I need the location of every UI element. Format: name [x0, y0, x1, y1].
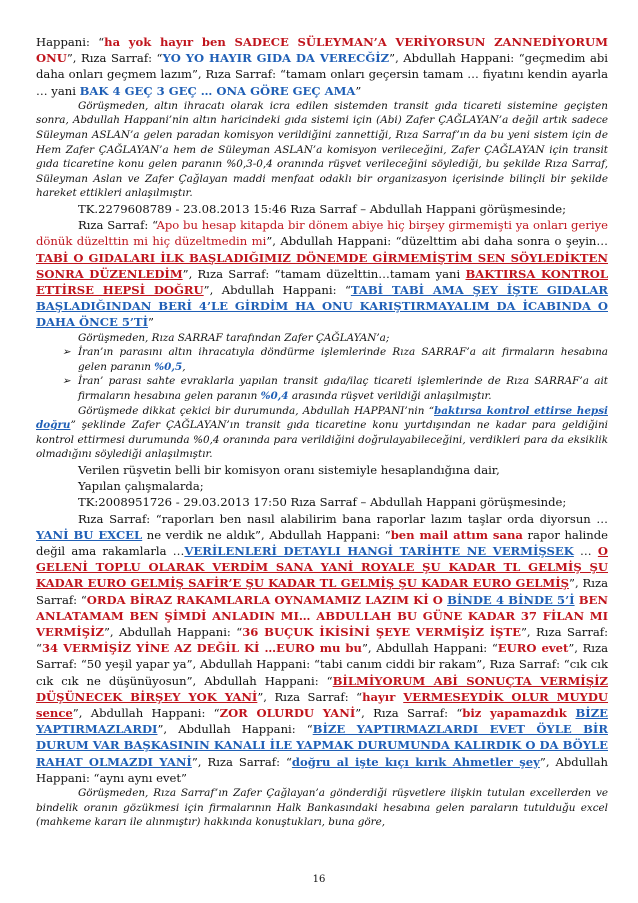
highlighted-quote: TABİ O GIDALARI İLK BAŞLADIĞIMIZ DÖNEMDE GİRMEMİŞTİM SEN SÖYLEDİKTEN SONRA DÜZENLEDİM [36, 250, 608, 281]
bullet-arrow-icon: ➢ [62, 346, 71, 359]
text-run: İran’ parası sahte evraklarla yapılan transit gıda/ilaç ticareti işlemlerinde de Rıza SARRAF’a ait firmaların hesabına gelen paranın [78, 375, 608, 402]
body-line-1: Verilen rüşvetin belli bir komisyon oranı sistemiyle hesaplandığına dair, [78, 462, 500, 477]
highlighted-quote: EURO evet [497, 641, 569, 656]
highlighted-quote: biz yapamazdık [462, 705, 576, 720]
highlighted-quote: ORDA BİRAZ RAKAMLARLA OYNAMAMIZ LAZIM Kİ O [86, 592, 448, 607]
analysis-intro: Görüşmeden, Rıza SARRAF tarafından Zafer ÇAĞLAYAN’a; [78, 331, 390, 344]
highlighted-quote: BAK 4 GEÇ 3 GEÇ … ONA GÖRE GEÇ AMA [79, 83, 356, 98]
bullet-text-2 [78, 375, 608, 402]
text-run: ”, Rıza Sarraf: “ [257, 689, 363, 704]
highlighted-quote: ben mail attım sana [390, 527, 523, 542]
bullet-text-1 [78, 346, 608, 373]
text-run: ”, Abdullah Happani: “ [203, 282, 351, 297]
text-run: ”, Rıza Sarraf: “tamam düzelttin…tamam yani [182, 266, 466, 281]
call-record-heading-1: TK.2279608789 - 23.08.2013 15:46 Rıza Sarraf – Abdullah Happani görüşmesinde; [78, 201, 567, 216]
highlighted-quote: doğru al işte kıçı kırık Ahmetler şey [291, 754, 540, 769]
body-line-2: Yapılan çalışmalarda; [78, 479, 204, 494]
highlighted-quote: Apo bu hesap kitapda bir dönem abiye hiç birşey girmemişti ya onları geriye dönük düzelttin mi hiç düzeltmedin mi [36, 218, 608, 249]
highlighted-quote: O GELENİ TOPLU OLARAK VERDİM SANA YANİ ROYALE ŞU KADAR TL GELMİŞ ŞU KADAR EURO GELMİŞ SAFİR’E ŞU KADAR TL GELMİŞ ŞU KADAR EURO GELMİŞ [36, 543, 608, 591]
text-run: İran’ın parasını altın ihracatıyla döndürme işlemlerinde Rıza SARRAF’a ait firmaların hesabına gelen paranın [78, 346, 608, 373]
bullet-arrow-icon: ➢ [62, 375, 71, 388]
highlighted-quote: ha yok hayır ben SADECE SÜLEYMAN’A VERİYORSUN ZANNEDİYORUM ONU [36, 35, 608, 66]
highlighted-quote: BİZE YAPTIRMAZLARDI EVET ÖYLE BİR DURUM VAR BAŞKASININ KANALI İLE YAPMAK DURUMUNDA KALIRDIK O DA BÖYLE RAHAT OLMAZDI YANİ [36, 722, 608, 769]
highlighted-quote: BİNDE 4 BİNDE 5’İ [447, 592, 575, 607]
highlighted-quote: TABİ TABİ AMA ŞEY İŞTE GIDALAR BAŞLADIĞINDAN BERİ 4’LE GİRDİM HA ONU KARIŞTIRMAYALIM DA İCABINDA O DAHA ÖNCE 5’Tİ [36, 282, 609, 330]
highlighted-quote: YO YO HAYIR GIDA DA VERECĞİZ [162, 51, 390, 66]
text-run: ”, Abdullah Happani: “ [72, 705, 220, 720]
text-run: ”, Rıza Sarraf: “ [191, 754, 292, 769]
highlighted-quote: BAKTIRSA KONTROL ETTİRSE HEPSİ DOĞRU [36, 266, 608, 297]
highlighted-quote: %0,4 [260, 389, 289, 402]
highlighted-quote: %0,5 [154, 360, 183, 373]
analysis-paragraph-3: Görüşmeden, Rıza Sarraf’ın Zafer Çağlayan’a gönderdiği rüşvetlere ilişkin tutulan excellerden ve bindelik oranın gözükmesi için firmalarının Halk Bankasındaki hesabına gelen paraların tutulduğu excel (mahkeme kararı ile alınmıştır) hakkında konuştukları, buna göre, [36, 787, 608, 829]
text-run: ”, Abdullah Happani: “ [157, 722, 313, 737]
text-run: ”, Abdullah Happani: “ [361, 641, 498, 656]
text-run: Happani: “ [36, 35, 105, 49]
text-run: ”, Rıza Sarraf: “ [36, 576, 608, 607]
highlighted-quote: BEN ANLATAMAM BEN ŞİMDİ ANLADIN MI… ABDULLAH BU GÜNE KADAR 37 FİLAN MI VERMİŞİZ [36, 592, 608, 639]
dialogue-paragraph-3 [36, 511, 608, 786]
bullet-item-2 [36, 374, 608, 403]
highlighted-quote: 36 BUÇUK İKİSİNİ ŞEYE VERMİŞİZ İŞTE [242, 624, 521, 639]
text-run: ” şeklinde Zafer ÇAĞLAYAN’ın transit gıda ticaretine konu yurtdışından ne kadar para geldiğini kontrol ettirmesi durumunda %0,4 oranında para verildiğini doğrulayabileceğini, verdikleri para da eksiklik olmadığını söylediği anlaşılmıştır. [36, 419, 608, 461]
bullet-item-1 [36, 345, 608, 374]
highlighted-quote: YANİ BU EXCEL [36, 527, 143, 542]
dialogue-paragraph-2 [36, 217, 608, 330]
text-run: arasında rüşvet verildiği anlaşılmıştır. [288, 389, 492, 402]
text-run: ” [355, 83, 362, 98]
text-run: Görüşmede dikkat çekici bir durumunda, Abdullah HAPPANI’nin “ [78, 404, 435, 417]
text-run: ”, Abdullah Happani: “ [103, 624, 243, 639]
text-run: rapor halinde değil ama rakamlarla … [36, 527, 609, 558]
highlighted-quote: VERMESEYDİK OLUR MUYDU sence [36, 689, 609, 720]
text-run: ”, Abdullah Happani: “düzelttim abi daha sonra o şeyin… [266, 234, 608, 249]
text-run: … [573, 543, 598, 558]
text-run: ” [148, 315, 154, 330]
analysis-paragraph-1: Görüşmeden, altın ihracatı olarak icra edilen sistemden transit gıda ticareti sistemine geçişten sonra, Abdullah Happani’nin altın haricindeki gıda sistemi için (Abi) Zafer ÇAĞLAYAN’a değil artık sadece Süleyman ASLAN’a gelen paradan komisyon verildiğini zannettiği, Rıza Sarraf’ın da bu yeni sistem için de Hem Zafer ÇAĞLAYAN’a hem de Süleyman ASLAN’a komisyon verileceğini, Zafer ÇAĞLAYAN için transit gıda ticaretine konu gelen paranın %0,3-0,4 oranında rüşvet verileceğini söylediği, bu şekilde Rıza Sarraf, Süleyman Aslan ve Zafer Çağlayan maddi menfaat odaklı bir organizasyon içerisinde bilinçli bir şekilde hareket ettikleri anlaşılmıştır. [36, 99, 608, 200]
highlighted-quote: BİLMİYORUM ABİ SONUÇTA VERMİŞİZ DÜŞÜNECEK BİRŞEY YOK YANİ [36, 673, 608, 704]
text-run: , [182, 360, 186, 373]
text-run: ”, Rıza Sarraf: “ [36, 624, 608, 656]
highlighted-quote: ZOR OLURDU YANİ [219, 705, 356, 720]
highlighted-quote: hayır [362, 689, 404, 704]
text-run: ”, Rıza Sarraf: “ [66, 51, 163, 66]
text-run: ”, Abdullah Happani: “geçmedim abi daha onları geçmem lazım”, Rıza Sarraf: “tamam onları geçersin tamam … fiyatını kendin ayarla … yani [36, 51, 608, 98]
highlighted-quote: baktırsa kontrol ettirse hepsi doğru [36, 404, 608, 432]
page-number: 16 [312, 874, 326, 885]
dialogue-paragraph-1 [36, 34, 608, 99]
highlighted-quote: BİZE YAPTIRMAZLARDI [36, 705, 608, 737]
highlighted-quote: 34 VERMİŞİZ YİNE AZ DEĞİL Kİ …EURO mu bu [41, 641, 362, 656]
text-run: ”, Rıza Sarraf: “50 yeşil yapar ya”, Abdullah Happani: “tabi canım ciddi bir rakam”, Rıza Sarraf: “cık cık cık cık ne düşünüyosun”, Abdullah Happani: “ [36, 641, 609, 688]
highlighted-quote: VERİLENLERİ DETAYLI HANGİ TARİHTE NE VERMİŞSEK [184, 543, 574, 558]
text-run: ne verdik ne aldık”, Abdullah Happani: “ [142, 527, 391, 542]
text-run: ”, Rıza Sarraf: “ [355, 705, 463, 720]
analysis-paragraph-2 [36, 404, 608, 462]
call-record-heading-2: TK:2008951726 - 29.03.2013 17:50 Rıza Sarraf – Abdullah Happani görüşmesinde; [78, 495, 567, 510]
text-run: ”, Abdullah Happani: “aynı aynı evet” [36, 754, 608, 785]
text-run: Rıza Sarraf: “ [78, 218, 157, 233]
text-run: Rıza Sarraf: “raporları ben nasıl alabilirim bana raporlar lazım taşlar orda diyorsun … [78, 511, 608, 526]
document-page [36, 34, 608, 830]
